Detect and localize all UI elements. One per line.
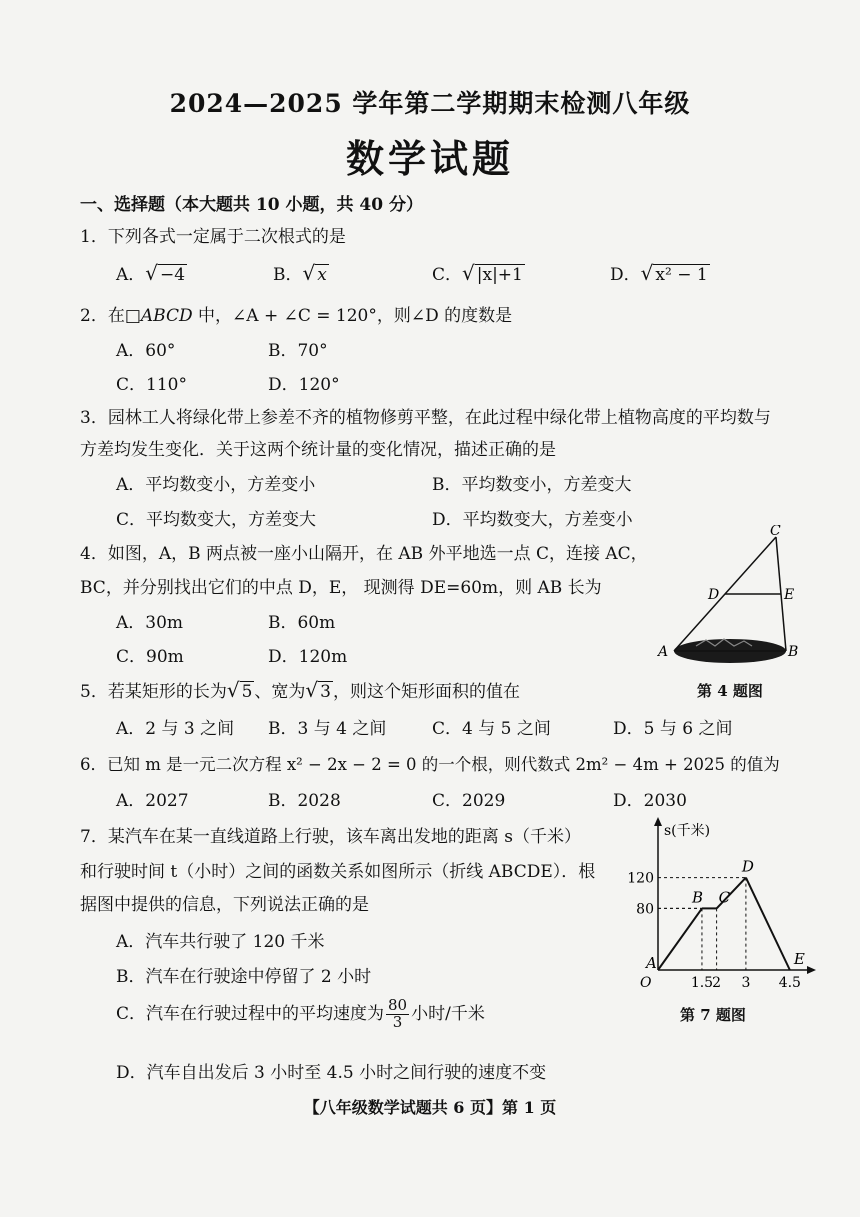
q1-option-c-label: C． (432, 265, 463, 285)
question-1-stem: 1．下列各式一定属于二次根式的是 (80, 227, 346, 247)
q6-option-b: B．2028 (268, 791, 341, 811)
q1-option-d-radicand: x² − 1 (655, 265, 708, 285)
question-7-line2: 和行驶时间 t（小时）之间的函数关系如图所示（折线 ABCDE）．根 (80, 862, 596, 882)
q6-option-a: A．2027 (116, 791, 189, 811)
y-tick-label: 80 (636, 901, 654, 918)
q4-option-c: C．90m (116, 647, 184, 667)
question-3-line1: 3．园林工人将绿化带上参差不齐的植物修剪平整，在此过程中绿化带上植物高度的平均数与 (80, 408, 771, 428)
q4-option-b: B．60m (268, 613, 336, 633)
label-a: A (658, 644, 669, 660)
point-label: D (741, 857, 754, 876)
q1-option-b: B．√ x (273, 261, 327, 285)
q7-option-a: A．汽车共行驶了 120 千米 (116, 932, 325, 952)
q6-option-c: C．2029 (432, 791, 506, 811)
q1-option-a: A．√ −4 (116, 261, 186, 285)
q1-option-b-radicand: x (317, 265, 327, 285)
x-tick-label: 1.5 (690, 975, 714, 991)
label-d: D (708, 587, 720, 603)
point-label: E (793, 950, 805, 968)
q1-option-c: C．√ |x|+1 (432, 261, 523, 285)
q5-text-3: ，则这个矩形面积的值在 (332, 682, 520, 702)
chart-axes (654, 817, 816, 974)
parallelogram-symbol: □ (124, 306, 141, 326)
section-heading: 一、选择题（本大题共 10 小题，共 40 分） (80, 195, 423, 215)
point-label: C (718, 888, 731, 907)
q1-option-a-label: A． (116, 265, 146, 285)
point-label: A (646, 954, 657, 972)
fraction-numerator: 80 (388, 996, 408, 1014)
q3-option-c: C．平均数变大，方差变大 (116, 510, 317, 530)
x-tick-label: 3 (741, 975, 751, 991)
q2-condition: 中，∠A + ∠C = 120°，则∠D 的度数是 (192, 306, 513, 326)
q1-option-a-radicand: −4 (160, 265, 186, 285)
question-7-line3: 据图中提供的信息，下列说法正确的是 (80, 895, 369, 915)
q5-option-d: D．5 与 6 之间 (613, 719, 733, 739)
question-2-stem (80, 301, 512, 326)
q5-option-b: B．3 与 4 之间 (268, 719, 387, 739)
label-b: B (788, 644, 799, 660)
line-segment (658, 908, 702, 970)
chart-ticks (627, 871, 801, 991)
chart-marks (644, 858, 805, 972)
question-6-stem: 6．已知 m 是一元二次方程 x² − 2x − 2 = 0 的一个根，则代数式 2m² − 4m + 2025 的值为 (80, 755, 780, 774)
q2-abcd: ABCD (140, 306, 193, 326)
q7-option-c-unit: 小时/千米 (411, 1003, 485, 1024)
question-4-line1: 4．如图，A，B 两点被一座小山隔开，在 AB 外平地选一点 C，连接 AC， (80, 544, 648, 564)
question-5-stem: 5．若某矩形的长为√ 5 、宽为√ 3 ，则这个矩形面积的值在 (80, 678, 520, 702)
label-e: E (784, 587, 795, 603)
q7-option-d: D．汽车自出发后 3 小时至 4.5 小时之间行驶的速度不变 (116, 1063, 547, 1083)
q5-option-c: C．4 与 5 之间 (432, 719, 551, 739)
y-tick-label: 120 (627, 870, 654, 887)
q1-option-d: D．√ x² − 1 (610, 261, 708, 285)
q6-option-d: D．2030 (613, 791, 687, 811)
q5-option-a: A．2 与 3 之间 (116, 719, 235, 739)
page-footer: 【八年级数学试题共 6 页】第 1 页 (303, 1098, 557, 1117)
x-axis-arrow (807, 966, 816, 974)
exam-title-line1: 2024—2025 学年第二学期期末检测八年级 (169, 89, 691, 118)
q3-option-b: B．平均数变小，方差变大 (432, 475, 632, 495)
question-4-line2: BC，并分别找出它们的中点 D，E， 现测得 DE=60m，则 AB 长为 (80, 578, 602, 598)
q7-speed-fraction (386, 998, 409, 1031)
q4-option-a: A．30m (116, 613, 184, 633)
label-c: C (770, 525, 781, 539)
q4-option-d: D．120m (268, 647, 348, 667)
exam-title: 数学试题 (345, 136, 514, 181)
q2-option-b: B．70° (268, 341, 328, 361)
q1-option-d-label: D． (610, 265, 641, 285)
q7-option-c-text: C．汽车在行驶过程中的平均速度为 (116, 1003, 385, 1024)
q2-option-a: A．60° (116, 341, 176, 361)
q1-option-b-label: B． (273, 265, 303, 285)
line-segment (746, 878, 790, 970)
point-label: B (691, 888, 703, 907)
q3-option-d: D．平均数变大，方差变小 (432, 510, 633, 530)
q3-option-a: A．平均数变小，方差变小 (116, 475, 316, 495)
q7-distance-time-chart (618, 815, 818, 995)
q5-width-radicand: 3 (320, 682, 331, 702)
question-3-line2: 方差均发生变化．关于这两个统计量的变化情况，描述正确的是 (80, 440, 556, 460)
question-7-line1: 7．某汽车在某一直线道路上行驶，该车离出发地的距离 s（千米） (80, 827, 581, 847)
q4-figure-caption: 第 4 题图 (697, 682, 763, 700)
q2-option-d: D．120° (268, 375, 340, 395)
q5-length-radicand: 5 (241, 682, 253, 702)
q5-text-2: 、宽为 (254, 682, 306, 702)
fraction-denominator: 3 (392, 1012, 403, 1031)
y-axis-arrow (654, 817, 662, 826)
q4-triangle-figure (650, 525, 810, 675)
y-axis-label: s(千米) (664, 823, 711, 839)
q7-option-c (116, 998, 485, 1031)
q7-option-b: B．汽车在行驶途中停留了 2 小时 (116, 967, 372, 987)
x-tick-label: 4.5 (778, 975, 801, 991)
x-tick-label: 2 (712, 975, 722, 991)
q5-text-1: 5．若某矩形的长为 (80, 682, 227, 702)
q2-option-c: C．110° (116, 375, 187, 395)
origin-label: O (640, 975, 652, 991)
q2-number: 2．在 (80, 306, 125, 326)
q1-option-c-radicand: |x|+1 (476, 265, 523, 285)
q7-figure-caption: 第 7 题图 (680, 1006, 746, 1024)
